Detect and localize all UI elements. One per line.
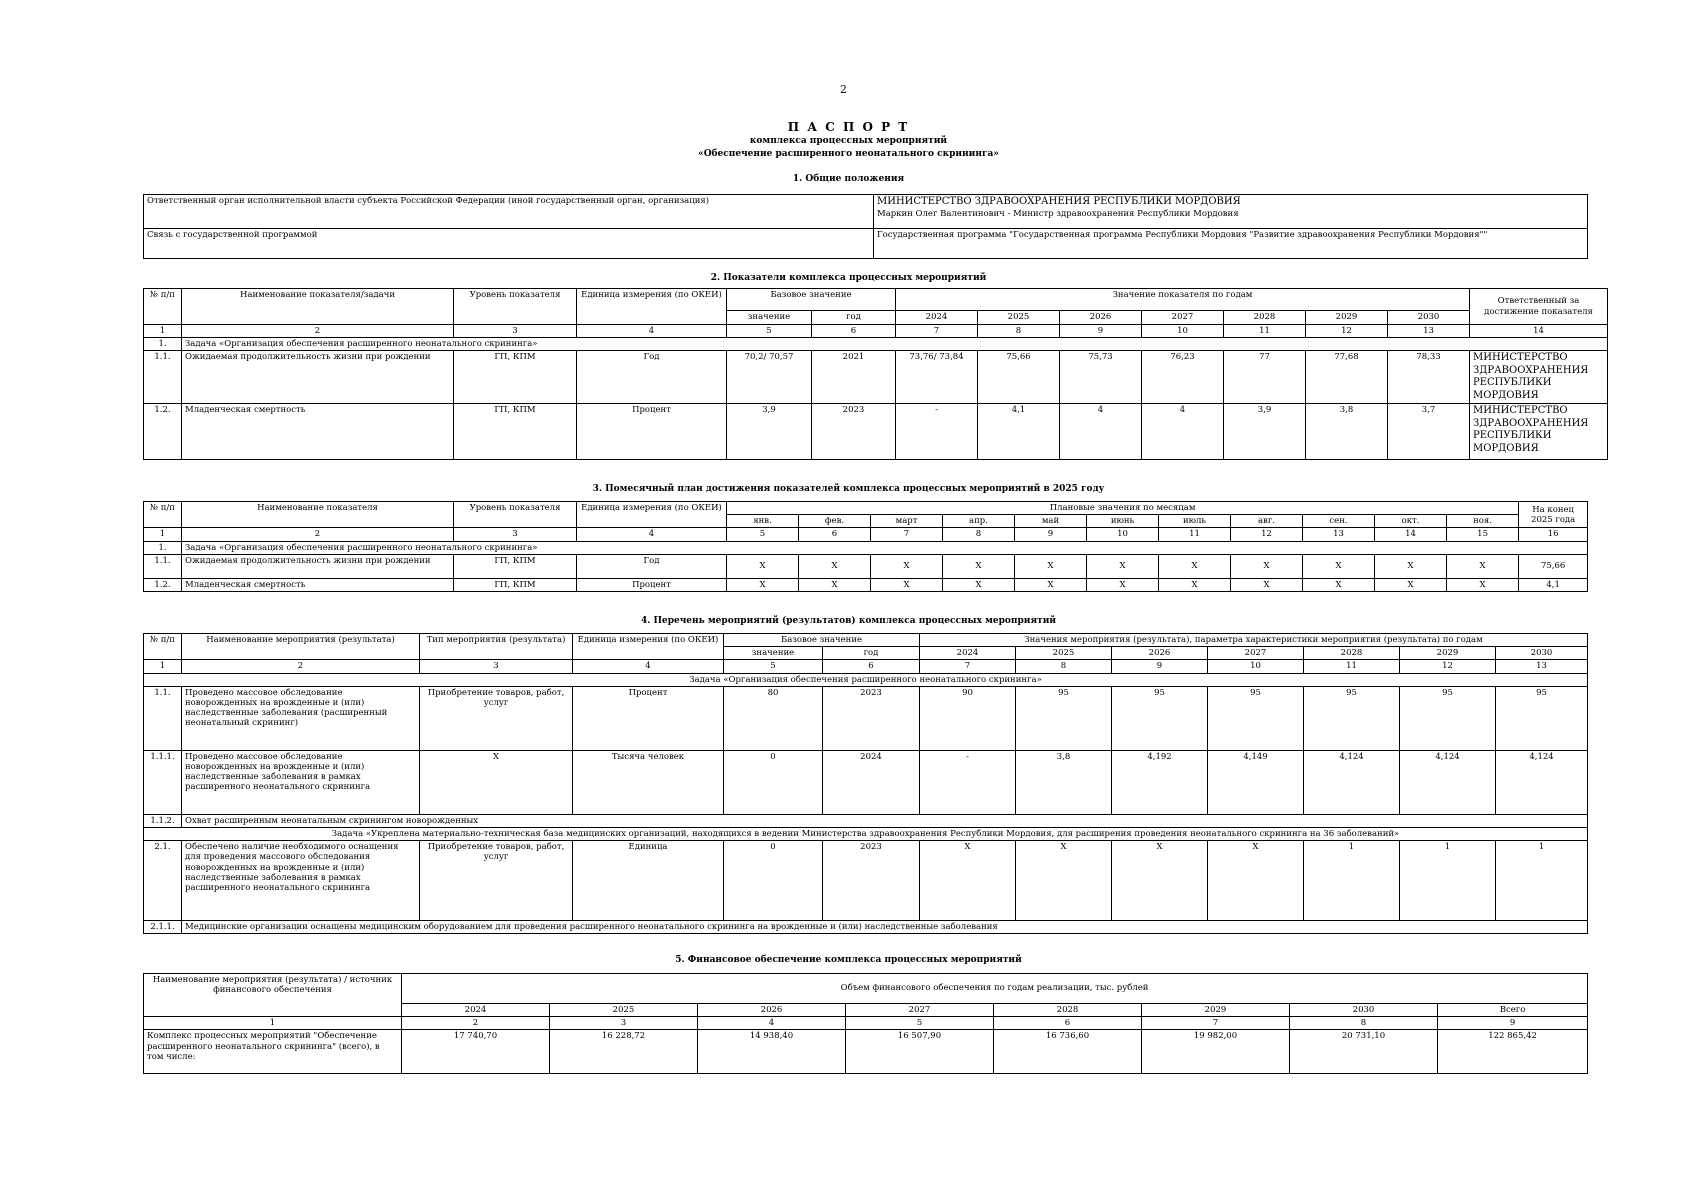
s2-h-base-year: год <box>812 311 896 325</box>
year-value: 3,7 <box>1388 404 1470 460</box>
s4-h-base-value: значение <box>724 647 823 660</box>
month-mark: X <box>1087 554 1159 578</box>
indicator-unit: Год <box>577 351 727 404</box>
s2-task: Задача «Организация обеспечения расширенного неонатального скрининга» <box>182 338 1608 351</box>
s3-h-unit: Единица измерения (по ОКЕИ) <box>577 502 727 528</box>
monthly-row <box>144 578 1588 591</box>
s2-year-2024: 2024 <box>896 311 978 325</box>
indicator-unit: Год <box>577 554 727 578</box>
year-value: 95 <box>1112 686 1208 750</box>
s3-colnum: 1 <box>144 528 182 541</box>
financing-value: 20 731,10 <box>1290 1030 1438 1074</box>
year-value: 75,73 <box>1060 351 1142 404</box>
page-number: 2 <box>840 83 847 96</box>
s4-year-2025: 2025 <box>1016 647 1112 660</box>
base-year: 2023 <box>823 686 920 750</box>
month-header: окт. <box>1375 515 1447 528</box>
year-value: 4,149 <box>1208 750 1304 814</box>
month-mark: X <box>1231 554 1303 578</box>
month-header: ноя. <box>1447 515 1519 528</box>
s2-colnum: 6 <box>812 325 896 338</box>
s3-colnum: 5 <box>727 528 799 541</box>
s2-h-name: Наименование показателя/задачи <box>182 289 454 325</box>
s4-h-unit: Единица измерения (по ОКЕИ) <box>573 634 724 660</box>
responsible: МИНИСТЕРСТВО ЗДРАВООХРАНЕНИЯ РЕСПУБЛИКИ МОРДОВИЯ <box>1470 404 1608 460</box>
s5-colnum: 2 <box>402 1017 550 1030</box>
financing-value: 16 507,90 <box>846 1030 994 1074</box>
s5-h-vol: Объем финансового обеспечения по годам реализации, тыс. рублей <box>402 974 1588 1004</box>
year-value: 3,9 <box>1224 404 1306 460</box>
s3-colnum: 4 <box>577 528 727 541</box>
year-value: 76,23 <box>1142 351 1224 404</box>
month-mark: X <box>943 578 1015 591</box>
s4-h-num: № п/п <box>144 634 182 660</box>
month-mark: X <box>1159 578 1231 591</box>
s3-colnum: 6 <box>799 528 871 541</box>
month-mark: X <box>1015 554 1087 578</box>
base-year: 2021 <box>812 351 896 404</box>
month-mark: X <box>799 554 871 578</box>
base-year: 2023 <box>812 404 896 460</box>
measure-unit: Процент <box>573 686 724 750</box>
s2-year-2027: 2027 <box>1142 311 1224 325</box>
s5-year-header: 2028 <box>994 1004 1142 1017</box>
base-value: 80 <box>724 686 823 750</box>
s2-year-2025: 2025 <box>978 311 1060 325</box>
year-value: 78,33 <box>1388 351 1470 404</box>
indicator-row <box>144 404 1608 460</box>
s5-colnum: 7 <box>1142 1017 1290 1030</box>
s5-colnum: 6 <box>994 1017 1142 1030</box>
row-num: 2.1. <box>144 841 182 921</box>
s4-task-1: Задача «Организация обеспечения расширенного неонатального скрининга» <box>144 673 1588 686</box>
month-mark: X <box>1159 554 1231 578</box>
s4-h-years: Значения мероприятия (результата), параметра характеристики мероприятия (результата) по годам <box>920 634 1588 647</box>
year-value: 95 <box>1400 686 1496 750</box>
s4-colnum: 4 <box>573 660 724 673</box>
year-end-value: 4,1 <box>1519 578 1588 591</box>
s4-year-2026: 2026 <box>1112 647 1208 660</box>
month-header: март <box>871 515 943 528</box>
financing-table <box>143 973 1588 1074</box>
year-value: 95 <box>1496 686 1588 750</box>
measure-unit: Единица <box>573 841 724 921</box>
indicator-level: ГП, КПМ <box>454 578 577 591</box>
s3-colnum: 13 <box>1303 528 1375 541</box>
s4-colnum: 11 <box>1304 660 1400 673</box>
characteristic-text: Охват расширенным неонатальным скринингом новорожденных <box>182 814 1588 827</box>
s2-colnum: 14 <box>1470 325 1608 338</box>
s2-h-num: № п/п <box>144 289 182 325</box>
month-mark: X <box>727 578 799 591</box>
year-value: 4,124 <box>1400 750 1496 814</box>
row-num: 2.1.1. <box>144 921 182 934</box>
measure-unit: Тысяча человек <box>573 750 724 814</box>
measure-name: Обеспечено наличие необходимого оснащения для проведения массового обследования новорожденных на врожденные и (или) наследственные заболевания в рамках расширенного неонатального скрининга <box>182 841 420 921</box>
s3-colnum: 11 <box>1159 528 1231 541</box>
financing-value: 19 982,00 <box>1142 1030 1290 1074</box>
s3-h-level: Уровень показателя <box>454 502 577 528</box>
year-value: 95 <box>1208 686 1304 750</box>
s4-year-2028: 2028 <box>1304 647 1400 660</box>
s4-colnum: 3 <box>420 660 573 673</box>
month-mark: X <box>871 554 943 578</box>
s5-year-header: Всего <box>1438 1004 1588 1017</box>
indicator-name: Младенческая смертность <box>182 404 454 460</box>
s5-year-header: 2026 <box>698 1004 846 1017</box>
s2-colnum: 12 <box>1306 325 1388 338</box>
base-value: 3,9 <box>727 404 812 460</box>
indicator-name: Ожидаемая продолжительность жизни при рождении <box>182 351 454 404</box>
s5-year-header: 2024 <box>402 1004 550 1017</box>
doc-subtitle-name: «Обеспечение расширенного неонатального скрининга» <box>698 149 999 159</box>
s5-year-header: 2030 <box>1290 1004 1438 1017</box>
financing-value: 17 740,70 <box>402 1030 550 1074</box>
responsible-label: Ответственный орган исполнительной власти субъекта Российской Федерации (иной государственный орган, организация) <box>144 195 874 229</box>
s4-colnum: 2 <box>182 660 420 673</box>
month-header: апр. <box>943 515 1015 528</box>
s4-colnum: 6 <box>823 660 920 673</box>
month-mark: X <box>943 554 1015 578</box>
measure-row <box>144 686 1588 750</box>
month-header: авг. <box>1231 515 1303 528</box>
year-value: 73,76/ 73,84 <box>896 351 978 404</box>
month-mark: X <box>1303 554 1375 578</box>
row-num: 1.1. <box>144 686 182 750</box>
s2-h-base-value: значение <box>727 311 812 325</box>
s2-year-2028: 2028 <box>1224 311 1306 325</box>
measure-name: Проведено массовое обследование новорожденных на врожденные и (или) наследственные заболевания в рамках расширенного неонатального скрининга <box>182 750 420 814</box>
s4-colnum: 7 <box>920 660 1016 673</box>
base-value: 0 <box>724 841 823 921</box>
measure-row <box>144 750 1588 814</box>
month-mark: X <box>799 578 871 591</box>
year-end-value: 75,66 <box>1519 554 1588 578</box>
year-value: 4 <box>1142 404 1224 460</box>
month-mark: X <box>871 578 943 591</box>
section-4-heading: 4. Перечень мероприятий (результатов) комплекса процессных мероприятий <box>640 616 1057 626</box>
s4-colnum: 1 <box>144 660 182 673</box>
s2-year-2026: 2026 <box>1060 311 1142 325</box>
responsible: МИНИСТЕРСТВО ЗДРАВООХРАНЕНИЯ РЕСПУБЛИКИ МОРДОВИЯ <box>1470 351 1608 404</box>
s3-colnum: 15 <box>1447 528 1519 541</box>
month-mark: X <box>1015 578 1087 591</box>
year-value: 77 <box>1224 351 1306 404</box>
s5-colnum: 9 <box>1438 1017 1588 1030</box>
s2-h-resp: Ответственный за достижение показателя <box>1470 289 1608 325</box>
year-value: 4,1 <box>978 404 1060 460</box>
month-header: май <box>1015 515 1087 528</box>
row-num: 1.1.1. <box>144 750 182 814</box>
year-value: - <box>920 750 1016 814</box>
s5-colnum: 3 <box>550 1017 698 1030</box>
row-num: 1.1. <box>144 554 182 578</box>
year-value: 90 <box>920 686 1016 750</box>
year-value: 4 <box>1060 404 1142 460</box>
section-3-heading: 3. Помесячный план достижения показателей комплекса процессных мероприятий в 2025 году <box>592 484 1105 494</box>
base-year: 2024 <box>823 750 920 814</box>
monthly-row <box>144 554 1588 578</box>
base-value: 70,2/ 70,57 <box>727 351 812 404</box>
s3-colnum: 9 <box>1015 528 1087 541</box>
base-year: 2023 <box>823 841 920 921</box>
month-mark: X <box>1231 578 1303 591</box>
row-num: 1.2. <box>144 578 182 591</box>
s3-colnum: 2 <box>182 528 454 541</box>
year-value: - <box>896 404 978 460</box>
month-header: фев. <box>799 515 871 528</box>
year-value: 95 <box>1304 686 1400 750</box>
year-value: 1 <box>1304 841 1400 921</box>
s4-colnum: 8 <box>1016 660 1112 673</box>
s4-colnum: 12 <box>1400 660 1496 673</box>
s4-year-2027: 2027 <box>1208 647 1304 660</box>
measure-name: Проведено массовое обследование новорожденных на врожденные и (или) наследственные заболевания (расширенный неонатальный скрининг) <box>182 686 420 750</box>
s5-colnum: 5 <box>846 1017 994 1030</box>
indicator-level: ГП, КПМ <box>454 554 577 578</box>
s2-h-base: Базовое значение <box>727 289 896 311</box>
indicator-unit: Процент <box>577 404 727 460</box>
year-value: 3,8 <box>1306 404 1388 460</box>
s2-colnum: 8 <box>978 325 1060 338</box>
s2-colnum: 10 <box>1142 325 1224 338</box>
doc-subtitle: комплекса процессных мероприятий <box>749 136 948 146</box>
year-value: X <box>1208 841 1304 921</box>
row-num: 1.1.2. <box>144 814 182 827</box>
characteristic-text: Медицинские организации оснащены медицинским оборудованием для проведения расширенного неонатального скрининга на врожденные и (или) наследственные заболевания <box>182 921 1588 934</box>
month-header: июль <box>1159 515 1231 528</box>
year-value: 4,124 <box>1496 750 1588 814</box>
s3-h-num: № п/п <box>144 502 182 528</box>
s4-year-2024: 2024 <box>920 647 1016 660</box>
indicators-table <box>143 288 1608 460</box>
s2-year-2029: 2029 <box>1306 311 1388 325</box>
indicator-name: Младенческая смертность <box>182 578 454 591</box>
s2-colnum: 1 <box>144 325 182 338</box>
year-value: 1 <box>1496 841 1588 921</box>
year-value: 77,68 <box>1306 351 1388 404</box>
s5-year-header: 2027 <box>846 1004 994 1017</box>
s2-colnum: 9 <box>1060 325 1142 338</box>
s3-colnum: 12 <box>1231 528 1303 541</box>
s5-year-header: 2025 <box>550 1004 698 1017</box>
month-mark: X <box>1087 578 1159 591</box>
doc-title: П А С П О Р Т <box>787 120 910 134</box>
month-header: янв. <box>727 515 799 528</box>
measure-type: Приобретение товаров, работ, услуг <box>420 686 573 750</box>
s2-h-level: Уровень показателя <box>454 289 577 325</box>
s2-year-2030: 2030 <box>1388 311 1470 325</box>
year-value: 95 <box>1016 686 1112 750</box>
minister-name: Маркин Олег Валентинович - Министр здравоохранения Республики Мордовия <box>877 208 1239 219</box>
measures-table <box>143 633 1588 934</box>
s2-h-years: Значение показателя по годам <box>896 289 1470 311</box>
indicator-level: ГП, КПМ <box>454 404 577 460</box>
section-2-heading: 2. Показатели комплекса процессных мероприятий <box>710 273 987 283</box>
base-value: 0 <box>724 750 823 814</box>
row-num: 1.1. <box>144 351 182 404</box>
program-link-label: Связь с государственной программой <box>144 229 874 259</box>
s2-colnum: 5 <box>727 325 812 338</box>
s2-colnum: 2 <box>182 325 454 338</box>
section-1-heading: 1. Общие положения <box>792 174 905 184</box>
s5-h-name: Наименование мероприятия (результата) / источник финансового обеспечения <box>144 974 402 1017</box>
s2-colnum: 11 <box>1224 325 1306 338</box>
year-value: 3,8 <box>1016 750 1112 814</box>
measure-type: Приобретение товаров, работ, услуг <box>420 841 573 921</box>
s3-colnum: 3 <box>454 528 577 541</box>
s2-task-num: 1. <box>144 338 182 351</box>
s4-h-name: Наименование мероприятия (результата) <box>182 634 420 660</box>
month-mark: X <box>1447 554 1519 578</box>
s4-h-base-year: год <box>823 647 920 660</box>
month-header: июнь <box>1087 515 1159 528</box>
year-value: 4,124 <box>1304 750 1400 814</box>
ministry-name: МИНИСТЕРСТВО ЗДРАВООХРАНЕНИЯ РЕСПУБЛИКИ МОРДОВИЯ <box>877 196 1241 207</box>
s3-task: Задача «Организация обеспечения расширенного неонатального скрининга» <box>182 541 1588 554</box>
s4-colnum: 10 <box>1208 660 1304 673</box>
s3-colnum: 14 <box>1375 528 1447 541</box>
program-link-value: Государственная программа "Государственная программа Республики Мордовия "Развитие здравоохранения Республики Мордовия"" <box>874 229 1588 259</box>
year-value: 4,192 <box>1112 750 1208 814</box>
s3-colnum: 10 <box>1087 528 1159 541</box>
year-value: X <box>1016 841 1112 921</box>
month-mark: X <box>1447 578 1519 591</box>
section-5-heading: 5. Финансовое обеспечение комплекса процессных мероприятий <box>675 955 1022 965</box>
year-value: 75,66 <box>978 351 1060 404</box>
financing-value: 14 938,40 <box>698 1030 846 1074</box>
s4-colnum: 13 <box>1496 660 1588 673</box>
s4-h-base: Базовое значение <box>724 634 920 647</box>
s4-year-2029: 2029 <box>1400 647 1496 660</box>
s5-row-name: Комплекс процессных мероприятий "Обеспечение расширенного неонатального скрининга" (всего), в том числе: <box>144 1030 402 1074</box>
s3-task-num: 1. <box>144 541 182 554</box>
s5-colnum: 4 <box>698 1017 846 1030</box>
financing-value: 122 865,42 <box>1438 1030 1588 1074</box>
indicator-level: ГП, КПМ <box>454 351 577 404</box>
measure-row <box>144 841 1588 921</box>
s2-h-unit: Единица измерения (по ОКЕИ) <box>577 289 727 325</box>
monthly-plan-table <box>143 501 1588 592</box>
month-mark: X <box>727 554 799 578</box>
s3-colnum: 8 <box>943 528 1015 541</box>
s2-colnum: 3 <box>454 325 577 338</box>
general-provisions-table <box>143 194 1588 259</box>
year-value: X <box>1112 841 1208 921</box>
s3-h-name: Наименование показателя <box>182 502 454 528</box>
s2-colnum: 4 <box>577 325 727 338</box>
s3-colnum: 7 <box>871 528 943 541</box>
year-value: X <box>920 841 1016 921</box>
indicator-name: Ожидаемая продолжительность жизни при рождении <box>182 554 454 578</box>
responsible-value <box>874 195 1588 229</box>
s4-task-2: Задача «Укреплена материально-техническая база медицинских организаций, находящихся в ведении Министерства здравоохранения Республики Мордовия, для расширения проведения неонатального скрининга на 36 заболеваний» <box>144 827 1588 840</box>
month-mark: X <box>1303 578 1375 591</box>
row-num: 1.2. <box>144 404 182 460</box>
s3-colnum: 16 <box>1519 528 1588 541</box>
s4-h-type: Тип мероприятия (результата) <box>420 634 573 660</box>
financing-value: 16 736,60 <box>994 1030 1142 1074</box>
month-mark: X <box>1375 554 1447 578</box>
month-mark: X <box>1375 578 1447 591</box>
s4-year-2030: 2030 <box>1496 647 1588 660</box>
s5-colnum: 1 <box>144 1017 402 1030</box>
s5-colnum: 8 <box>1290 1017 1438 1030</box>
indicator-row <box>144 351 1608 404</box>
s4-colnum: 5 <box>724 660 823 673</box>
s2-colnum: 7 <box>896 325 978 338</box>
measure-type: X <box>420 750 573 814</box>
s3-h-end: На конец 2025 года <box>1519 502 1588 528</box>
s4-colnum: 9 <box>1112 660 1208 673</box>
s3-h-plan: Плановые значения по месяцам <box>727 502 1519 515</box>
s2-colnum: 13 <box>1388 325 1470 338</box>
month-header: сен. <box>1303 515 1375 528</box>
indicator-unit: Процент <box>577 578 727 591</box>
s5-year-header: 2029 <box>1142 1004 1290 1017</box>
year-value: 1 <box>1400 841 1496 921</box>
financing-value: 16 228,72 <box>550 1030 698 1074</box>
